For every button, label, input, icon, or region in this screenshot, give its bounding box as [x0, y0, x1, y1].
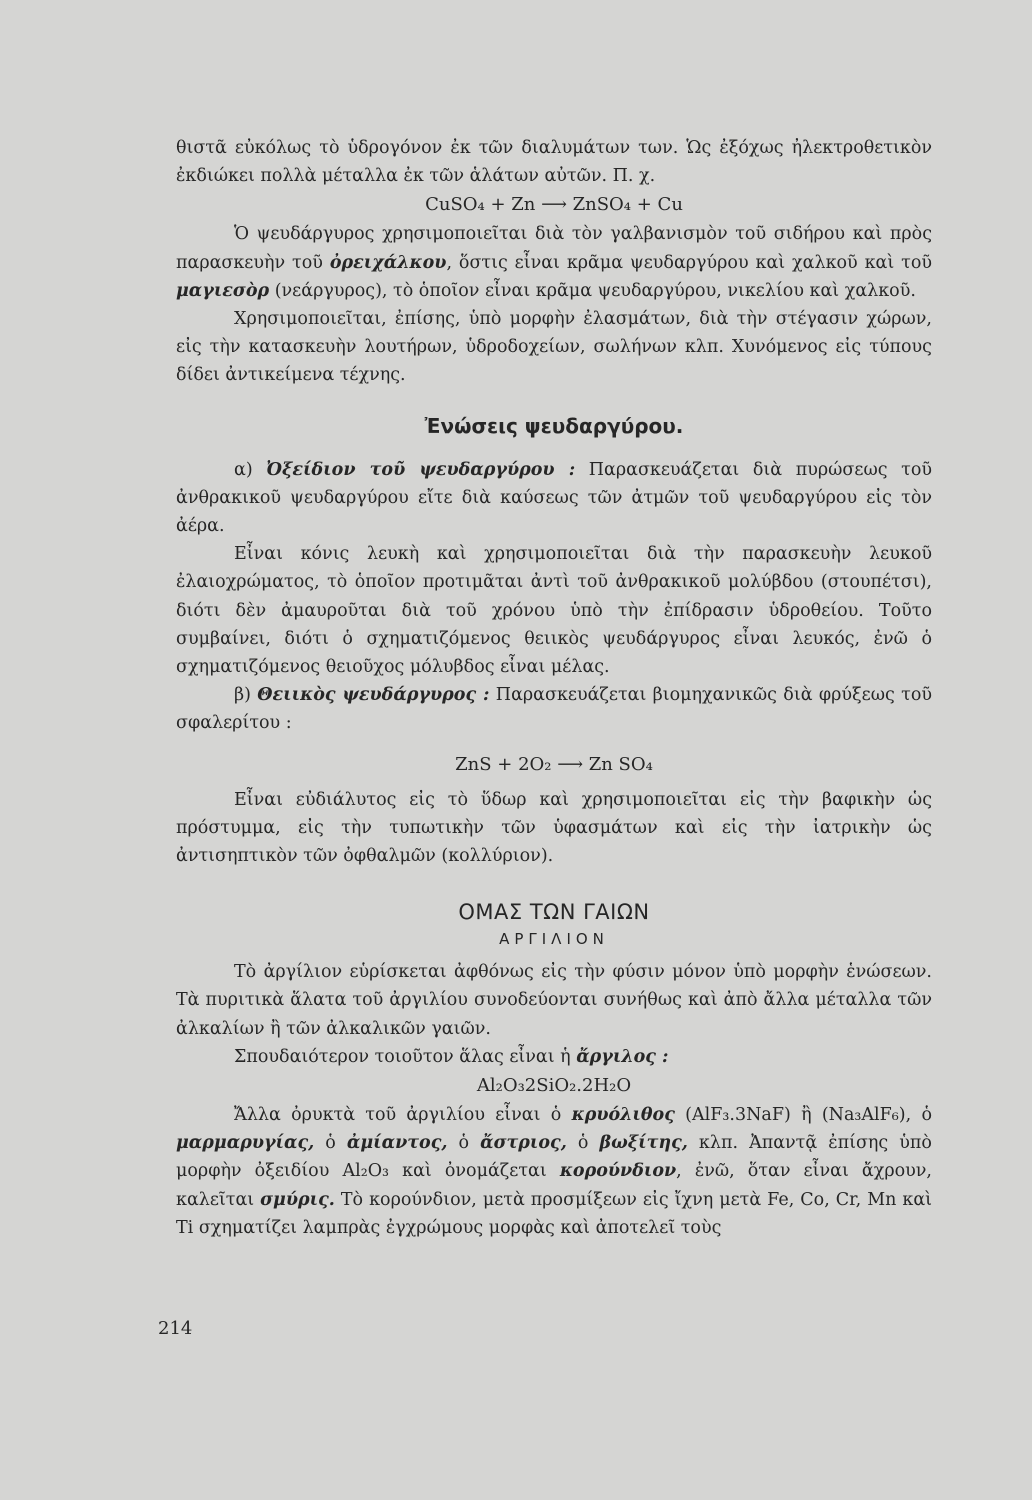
paragraph-zinc-oxide: α) Ὀξείδιον τοῦ ψευδαργύρου : Παρασκευάζεται διὰ πυρώσεως τοῦ ἀνθρακικοῦ ψευδαργύρου εἴτε διὰ καύσεως τῶν ἀτμῶν τοῦ ψευδαργύρου εἰς τὸν ἀέρα.: [176, 459, 932, 537]
paragraph-minerals: Ἄλλα ὀρυκτὰ τοῦ ἀργιλίου εἶναι ὁ κρυόλιθος (AlF₃.3NaF) ἢ (Na₃AlF₆), ὁ μαρμαρυγίας, ὁ ἀμίαντος, ὁ ἄστριος, ὁ βωξίτης, κλπ. Ἀπαντᾷ ἐπίσης ὑπὸ μορφὴν ὀξειδίου Al₂O₃ καὶ ὀνομάζεται κορούνδιον, ἐνῶ, ὅταν εἶναι ἄχρουν, καλεῖται σμύρις. Τὸ κορούνδιον, μετὰ προσμίξεων εἰς ἴχνη μετὰ Fe, Co, Cr, Mn καὶ Ti σχηματίζει λαμπρὰς ἐγχρώμους μορφὰς καὶ ἀποτελεῖ τοὺς: [176, 1105, 933, 1238]
equation-zinc-sulfide: ZnS + 2O₂ ⟶ Zn SO₄: [455, 753, 653, 775]
paragraph-zinc-white: Εἶναι κόνις λευκὴ καὶ χρησιμοποιεῖται διὰ τὴν παρασκευὴν λευκοῦ ἐλαιοχρώματος, τὸ ὁποῖον προτιμᾶται ἀντὶ τοῦ ἀνθρακικοῦ μολύβδου (στουπέτσι), διότι δὲν ἀμαυροῦται διὰ τοῦ χρόνου ὑπὸ τὴν ἐπίδρασιν ὑδροθείου. Τοῦτο συμβαίνει, διότι ὁ σχηματιζόμενος θειικὸς ψευδάργυρος εἶναι λευκός, ἐνῶ ὁ σχηματιζόμενος θειοῦχος μόλυβδος εἶναι μέλας.: [176, 544, 932, 678]
paragraph-zinc-sulfate-uses: Εἶναι εὐδιάλυτος εἰς τὸ ὕδωρ καὶ χρησιμοποιεῖται εἰς τὴν βαφικὴν ὡς πρόστυμμα, εἰς τὴν τυπωτικὴν τῶν ὑφασμάτων καὶ εἰς τὴν ἰατρικὴν ὡς ἀντισηπτικὸν τῶν ὀφθαλμῶν (κολλύριον).: [176, 789, 932, 867]
paragraph-clay: Σπουδαιότερον τοιοῦτον ἅλας εἶναι ἡ ἄργιλος :: [234, 1046, 669, 1067]
paragraph-zinc-uses: Ὁ ψευδάργυρος χρησιμοποιεῖται διὰ τὸν γαλβανισμὸν τοῦ σιδήρου καὶ πρὸς παρασκευὴν τοῦ ὀρειχάλκου, ὅστις εἶναι κρᾶμα ψευδαργύρου καὶ χαλκοῦ καὶ τοῦ μαγιεσὸρ (νεάργυρος), τὸ ὁποῖον εἶναι κρᾶμα ψευδαργύρου, νικελίου καὶ χαλκοῦ.: [176, 224, 932, 301]
page-body: [176, 134, 932, 1242]
term-zinc-sulfate: Θειικὸς ψευδάργυρος :: [257, 685, 490, 706]
subsection-title: ΑΡΓΙΛΙΟΝ: [499, 930, 609, 949]
term-argillos: ἄργιλος :: [576, 1046, 669, 1067]
term-zinc-oxide: Ὀξείδιον τοῦ ψευδαργύρου :: [266, 459, 576, 480]
equation-copper-sulfate: CuSO₄ + Zn ⟶ ZnSO₄ + Cu: [425, 194, 683, 216]
paragraph-zinc-sulfate: β) Θειικὸς ψευδάργυρος : Παρασκευάζεται βιομηχανικῶς διὰ φρύξεως τοῦ σφαλερίτου :: [176, 685, 933, 734]
term-magiesor: μαγιεσὸρ: [176, 280, 270, 301]
heading-zinc-compounds: Ἐνώσεις ψευδαργύρου.: [424, 413, 684, 438]
formula-clay: Al₂O₃2SiO₂.2H₂O: [476, 1075, 632, 1097]
page-number: 214: [158, 1318, 193, 1339]
paragraph-aluminium-intro: Τὸ ἀργίλιον εὑρίσκεται ἀφθόνως εἰς τὴν φύσιν μόνον ὑπὸ μορφὴν ἑνώσεων. Τὰ πυριτικὰ ἅλατα τοῦ ἀργιλίου συνοδεύονται συνήθως καὶ ἀπὸ ἄλλα μέταλλα τῶν ἀλκαλίων ἢ τῶν ἀλκαλικῶν γαιῶν.: [176, 962, 932, 1039]
paragraph-zinc-sheets: Χρησιμοποιεῖται, ἐπίσης, ὑπὸ μορφὴν ἐλασμάτων, διὰ τὴν στέγασιν χώρων, εἰς τὴν κατασκευὴν λουτήρων, ὑδροδοχείων, σωλήνων κλπ. Χυνόμενος εἰς τύπους δίδει ἀντικείμενα τέχνης.: [176, 309, 932, 386]
paragraph-intro: θιστᾶ εὐκόλως τὸ ὑδρογόνον ἐκ τῶν διαλυμάτων των. Ὡς ἐξόχως ἠλεκτροθετικὸν ἐκδιώκει πολλὰ μέταλλα ἐκ τῶν ἁλάτων αὐτῶν. Π. χ.: [176, 138, 932, 187]
term-oreichalkos: ὀρειχάλκου: [329, 252, 447, 273]
section-title: ΟΜΑΣ ΤΩΝ ΓΑΙΩΝ: [458, 900, 650, 925]
